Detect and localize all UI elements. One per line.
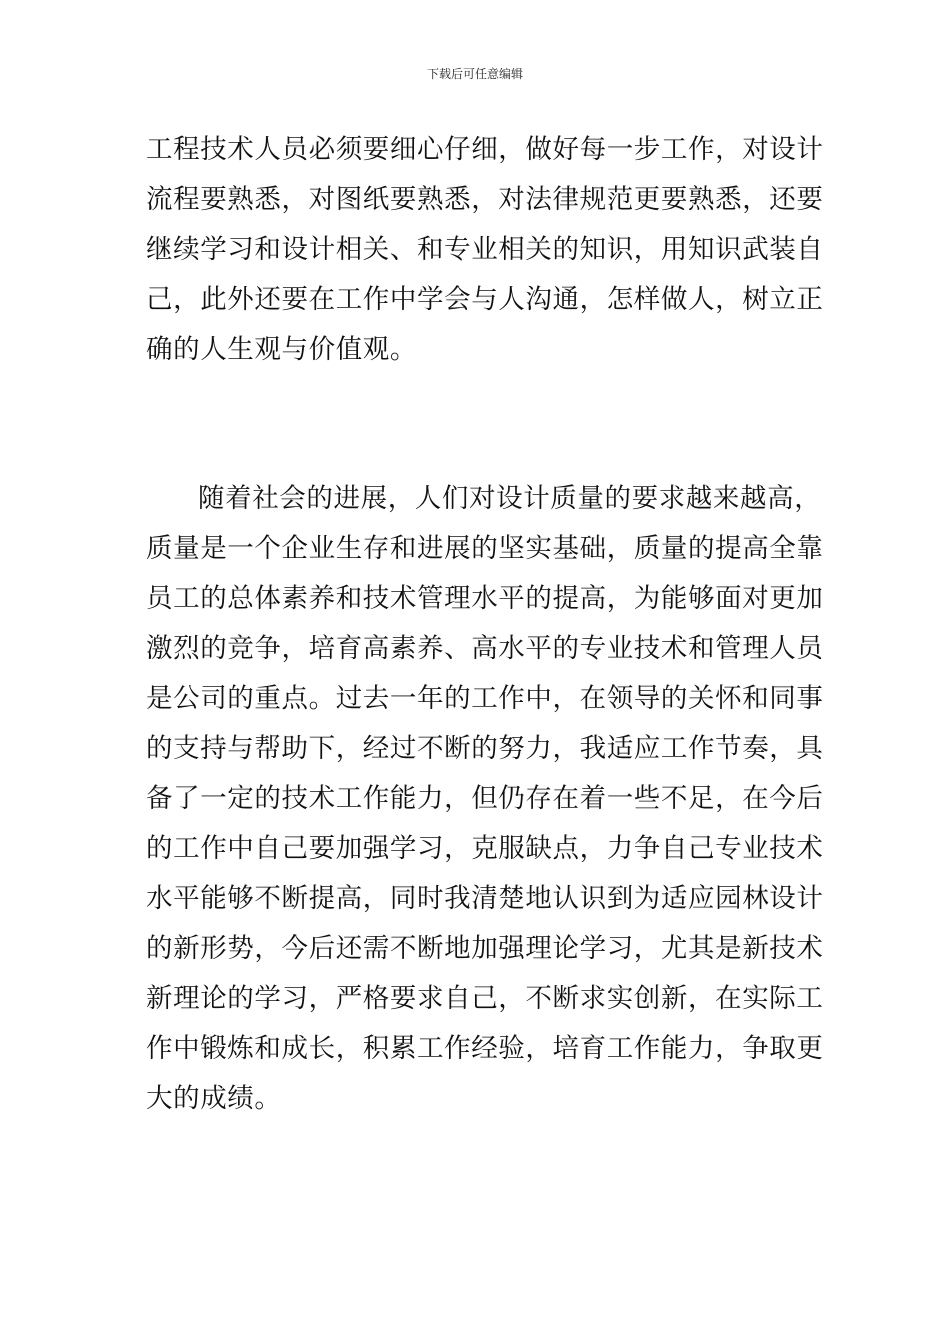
paragraph-1-line-1: 工程技术人员必须要细心仔细，做好每一步工作，对设计 [146, 134, 824, 165]
paragraph-1-line-4: 己，此外还要在工作中学会与人沟通，怎样做人，树立正 [146, 284, 824, 315]
paragraph-2-line-7: 备了一定的技术工作能力，但仍存在着一些不足，在今后 [146, 783, 824, 814]
page-header: 下载后可任意编辑 [426, 67, 523, 81]
paragraph-2-line-12: 作中锻炼和成长，积累工作经验，培育工作能力，争取更 [146, 1033, 824, 1064]
paragraph-2-line-9: 水平能够不断提高，同时我清楚地认识到为适应园林设计 [146, 883, 824, 914]
paragraph-1-line-5: 确的人生观与价值观。 [146, 334, 417, 365]
paragraph-2-line-4: 激烈的竞争，培育高素养、高水平的专业技术和管理人员 [146, 633, 824, 664]
paragraph-1-line-2: 流程要熟悉，对图纸要熟悉，对法律规范更要熟悉，还要 [146, 184, 824, 215]
paragraph-2-line-13: 大的成绩。 [146, 1083, 282, 1114]
paragraph-2-line-10: 的新形势，今后还需不断地加强理论学习，尤其是新技术 [146, 933, 824, 964]
paragraph-2-line-1: 随着社会的进展，人们对设计质量的要求越来越高， [198, 483, 822, 514]
paragraph-2-line-3: 员工的总体素养和技术管理水平的提高，为能够面对更加 [146, 583, 824, 614]
paragraph-2-line-8: 的工作中自己要加强学习，克服缺点，力争自己专业技术 [146, 833, 824, 864]
paragraph-2-line-2: 质量是一个企业生存和进展的坚实基础，质量的提高全靠 [146, 533, 824, 564]
paragraph-2-line-6: 的支持与帮助下，经过不断的努力，我适应工作节奏，具 [146, 733, 824, 764]
paragraph-2-line-11: 新理论的学习，严格要求自己，不断求实创新，在实际工 [146, 983, 824, 1014]
paragraph-1-line-3: 继续学习和设计相关、和专业相关的知识，用知识武装自 [146, 234, 824, 265]
paragraph-2-line-5: 是公司的重点。过去一年的工作中，在领导的关怀和同事 [146, 683, 824, 714]
